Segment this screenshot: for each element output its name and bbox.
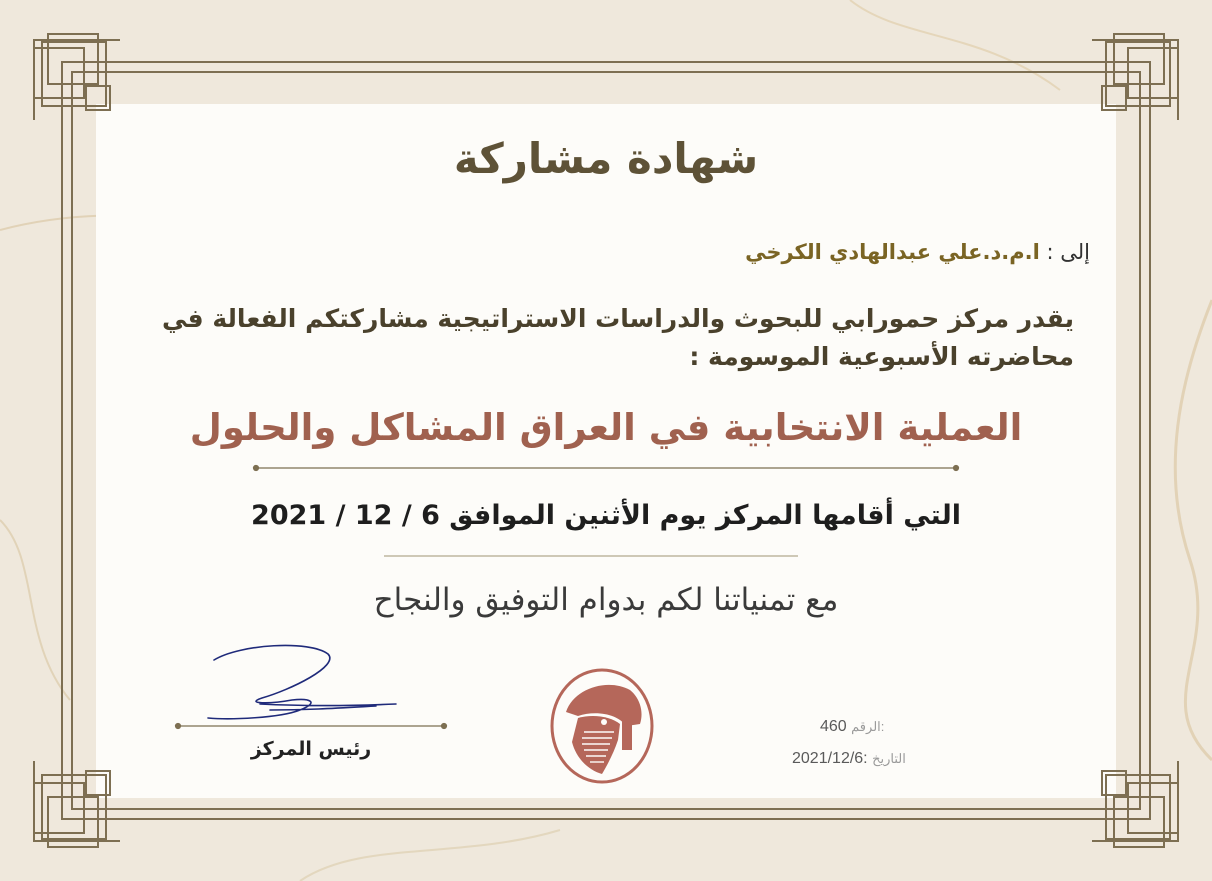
intro-text: يقدر مركز حمورابي للبحوث والدراسات الاستراتيجية مشاركتكم الفعالة في محاضرته الأسبوعية الموسومة : (162, 304, 1074, 371)
to-label: إلى : (1039, 240, 1090, 264)
recipient-line (745, 240, 1090, 264)
date-label: التاريخ (872, 751, 906, 766)
number-label: الرقم: (851, 719, 885, 734)
certificate-title: شهادة مشاركة (453, 134, 759, 183)
held-date-text: التي أقامها المركز يوم الأثنين الموافق 6 / 12 / 2021 (251, 500, 961, 531)
date-value: 2021/12/6: (792, 750, 868, 767)
certificate-date (792, 750, 906, 768)
signatory-label: رئيس المركز (250, 738, 372, 760)
hammurabi-logo-icon (548, 666, 656, 786)
recipient-name: ا.م.د.علي عبدالهادي الكرخي (745, 240, 1040, 264)
wishes-text: مع تمنياتنا لكم بدوام التوفيق والنجاح (373, 582, 839, 618)
certificate-number (820, 718, 884, 736)
number-value: 460 (820, 718, 847, 735)
signature-icon (200, 640, 400, 724)
lecture-title: العملية الانتخابية في العراق المشاكل والحلول (189, 406, 1023, 449)
